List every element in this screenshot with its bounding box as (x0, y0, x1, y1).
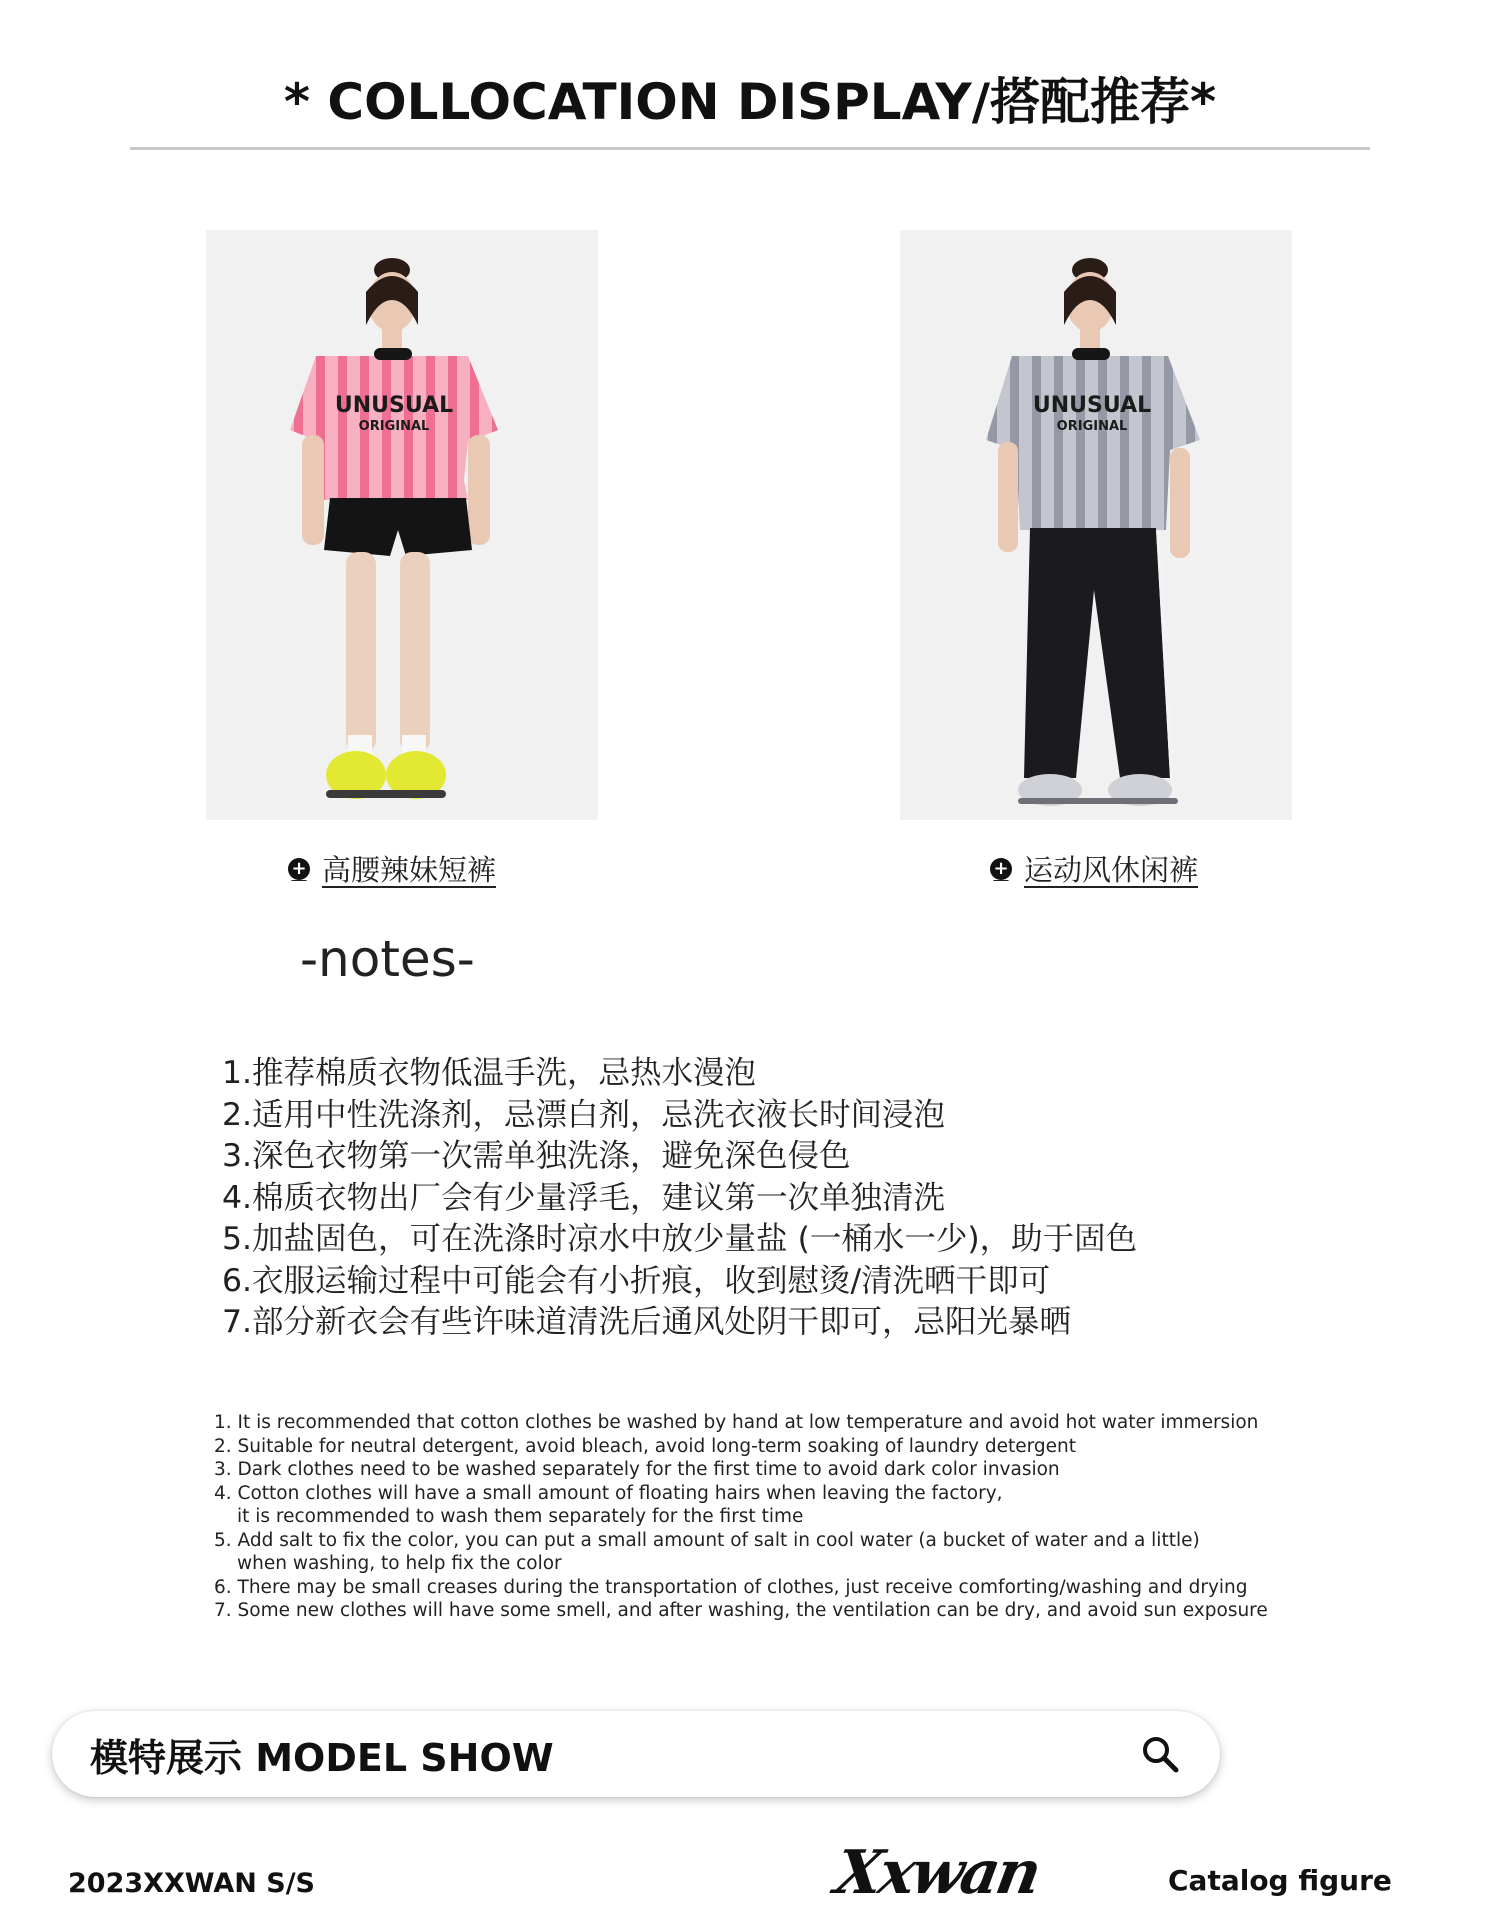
list-item: 7. Some new clothes will have some smell, and after washing, the ventilation can be dry, and avoid sun exposure (214, 1600, 1268, 1621)
plus-circle-icon: + (990, 858, 1012, 880)
plus-circle-icon: + (288, 858, 310, 880)
svg-text:ORIGINAL: ORIGINAL (1056, 419, 1128, 434)
list-item: 2. Suitable for neutral detergent, avoid bleach, avoid long-term soaking of laundry detergent (214, 1435, 1077, 1457)
svg-text:ORIGINAL: ORIGINAL (358, 419, 430, 434)
care-notes-chinese (222, 1053, 1137, 1344)
look-caption-right[interactable] (990, 848, 1198, 889)
list-item: 3. Dark clothes need to be washed separately for the first time to avoid dark color invasion (214, 1459, 1060, 1480)
svg-text:UNUSUAL: UNUSUAL (1032, 393, 1152, 418)
list-item: 4. Cotton clothes will have a small amount of floating hairs when leaving the factory, (214, 1482, 1003, 1504)
care-notes-english (214, 1411, 1268, 1623)
search-icon[interactable] (1140, 1734, 1180, 1774)
list-item: it is recommended to wash them separately for the first time (237, 1506, 804, 1527)
list-item: when washing, to help fix the color (237, 1553, 562, 1574)
list-item: 4.棉质衣物出厂会有少量浮毛，建议第一次单独清洗 (222, 1179, 946, 1216)
look-caption-text: 运动风休闲裤 (1024, 853, 1199, 887)
model-photo-left (206, 230, 598, 820)
look-caption-text: 高腰辣妹短裤 (322, 853, 497, 887)
list-item: 5.加盐固色，可在洗涤时凉水中放少量盐 (一桶水一少)，助于固色 (222, 1221, 1138, 1257)
look-caption-left[interactable] (288, 848, 496, 889)
page-title: * COLLOCATION DISPLAY/搭配推荐* (283, 73, 1217, 131)
list-item: 3.深色衣物第一次需单独洗涤，避免深色侵色 (222, 1138, 851, 1174)
model-photo-right (900, 230, 1292, 820)
svg-text:UNUSUAL: UNUSUAL (334, 393, 454, 418)
list-item: 1. It is recommended that cotton clothes be washed by hand at low temperature and avoid hot water immersion (214, 1412, 1259, 1433)
list-item: 2.适用中性洗涤剂，忌漂白剂，忌洗衣液长时间浸泡 (222, 1096, 946, 1133)
title-divider (130, 147, 1370, 150)
list-item: 1.推荐棉质衣物低温手洗，忌热水漫泡 (222, 1055, 757, 1091)
catalog-label: Catalog figure (1168, 1864, 1392, 1897)
list-item: 7.部分新衣会有些许味道清洗后通风处阴干即可，忌阳光暴晒 (222, 1304, 1072, 1340)
search-bar-label: 模特展示 MODEL SHOW (90, 1735, 554, 1780)
list-item: 5. Add salt to fix the color, you can put a small amount of salt in cool water (a bucket of water and a little) (214, 1529, 1200, 1551)
list-item: 6.衣服运输过程中可能会有小折痕，收到慰烫/清洗晒干即可 (222, 1262, 1051, 1299)
model-show-search-bar[interactable] (52, 1711, 1220, 1797)
notes-heading: -notes- (300, 930, 475, 988)
season-label: 2023XXWAN S/S (68, 1868, 315, 1899)
brand-logo: Xxwan (829, 1838, 1044, 1908)
list-item: 6. There may be small creases during the transportation of clothes, just receive comforting/washing and drying (214, 1576, 1248, 1598)
